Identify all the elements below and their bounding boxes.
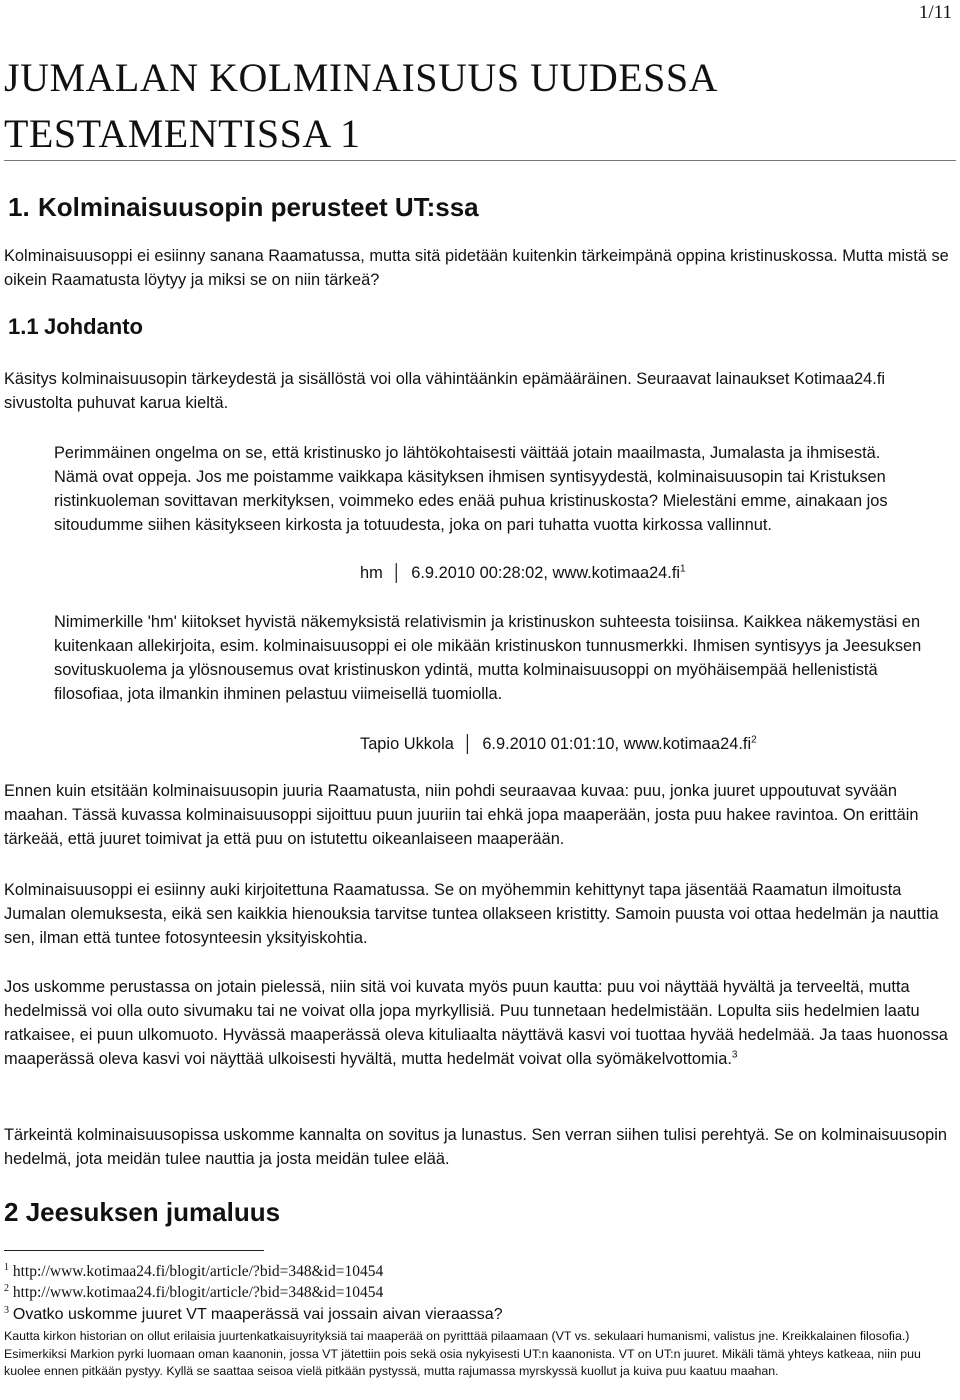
footnote-3-number: 3 xyxy=(4,1304,9,1316)
footnote-ref-3: 3 xyxy=(731,1049,738,1061)
quote-2-author: Tapio Ukkola xyxy=(360,735,454,753)
footnote-ref-2: 2 xyxy=(751,734,757,746)
section-1-paragraph: Kolminaisuusoppi ei esiinny sanana Raamatussa, mutta sitä pidetään kuitenkin tärkeimpänä oppina kristinuskossa. Mutta mistä se oikein Raamatusta löytyy ja miksi se on niin tärkeä? xyxy=(4,247,949,289)
paragraph-atonement: Tärkeintä kolminaisuusopissa uskomme kannalta on sovitus ja lunastus. Sen verran siihen tulisi perehtyä. Se on kolminaisuusopin hedelmä, jota meidän tulee nauttia ja josta meidän tulee elää. xyxy=(4,1126,947,1168)
title-divider xyxy=(4,160,956,161)
document-title: JUMALAN KOLMINAISUUS UUDESSA TESTAMENTISSA 1 xyxy=(4,55,716,156)
section-2-heading xyxy=(4,1197,280,1228)
footnote-1-number: 1 xyxy=(4,1261,9,1273)
intro-paragraph: Käsitys kolminaisuusopin tärkeydestä ja sisällöstä voi olla vähintäänkin epämääräinen. Seuraavat lainaukset Kotimaa24.fi sivustolta puhuvat karua kieltä. xyxy=(4,370,886,412)
section-1-number: 1. xyxy=(8,192,30,222)
footnote-1 xyxy=(4,1262,383,1282)
section-2-title: Jeesuksen jumaluus xyxy=(25,1197,281,1227)
quote-2-signature: Tapio Ukkola │ 6.9.2010 01:01:10, $www.kotimaa24.fi^2$ xyxy=(360,734,757,753)
quote-1-author: hm xyxy=(360,564,383,582)
footnote-divider xyxy=(4,1250,264,1251)
footnote-ref-1: 1 xyxy=(680,563,686,575)
paragraph-tree-image: Ennen kuin etsitään kolminaisuusopin juuria Raamatusta, niin pohdi seuraavaa kuvaa: puu, jonka juuret uppoutuvat syvään maahan. Tässä kuvassa kolminaisuusoppi sijoittuu puun juuriin tai ehkä jopa maaperään, josta puu hakee ravintoa. On erittäin tärkeää, että juuret toimivat ja että puu on istutettu oikeanlaiseen maaperään. xyxy=(4,782,919,848)
section-1-heading xyxy=(8,192,479,223)
footnote-3-title: Ovatko uskomme juuret VT maaperässä vai jossain aivan vieraassa? xyxy=(12,1306,503,1323)
quote-2-source: 6.9.2010 01:01:10, www.kotimaa24.fi xyxy=(482,735,752,753)
footnote-2-link[interactable]: http://www.kotimaa24.fi/blogit/article/?bid=348&id=10454 xyxy=(12,1284,384,1301)
section-1-1-heading xyxy=(8,314,143,340)
footnote-3 xyxy=(4,1305,503,1325)
paragraph-fruit xyxy=(4,975,949,1071)
section-1-title: Kolminaisuusopin perusteet UT:ssa xyxy=(38,192,479,222)
footnote-2 xyxy=(4,1283,383,1303)
section-1-1-title: Johdanto xyxy=(44,314,143,339)
footnote-2-number: 2 xyxy=(4,1282,9,1294)
section-1-1-number: 1.1 xyxy=(8,314,39,339)
quote-2-text: Nimimerkille 'hm' kiitokset hyvistä näkemyksistä relativismin ja kristinuskon suhteesta toisiinsa. Kaikkea näkemystäsi en kuitenkaan allekirjoita, esim. kolminaisuusoppi ei ole mikään kristinuskon tunnusmerkki. Ihmisen syntisyys ja Jeesuksen sovituskuolema ja ylösnousemus ovat kristinuskon ydintä, mutta kolminaisuusoppi on myöhäisempää hellenististä filosofiaa, jota ilmankin ihminen pelastuu viimeisellä tuomiolla. xyxy=(54,613,922,703)
paragraph-not-written: Kolminaisuusoppi ei esiinny auki kirjoitettuna Raamatussa. Se on myöhemmin kehittynyt tapa jäsentää Raamatun ilmoitusta Jumalan olemuksesta, eikä sen kaikkia hienouksia tarvitse tuntea ollakseen kristitty. Samoin puusta voi ottaa hedelmän ja nauttia sen, ilman että tuntee fotosynteesin yksityiskohtia. xyxy=(4,881,939,947)
paragraph-fruit-text: Jos uskomme perustassa on jotain pielessä, niin sitä voi kuvata myös puun kautta: puu voi näyttää hyvältä ja terveeltä, mutta hedelmissä voi olla outo sivumaku tai ne voivat olla jopa myrkyllisiä. Puu tunnetaan hedelmistään. Lopulta siis hedelmien laatu ratkaisee, ei puun ulkomuoto. Hyvässä maaperässä oleva kituliaalta näyttävä kasvi voi tuottaa hyvää hedelmää. Ja taas huonossa maaperässä oleva kasvi voi näyttää ulkoisesti hyvältä, mutta hedelmät voivat olla syömäkelvottomia. xyxy=(4,978,948,1068)
section-2-number: 2 xyxy=(4,1197,19,1227)
footnote-3-body: Kautta kirkon historian on ollut erilaisia juurtenkatkaisuyrityksiä tai maaperää on pyritttää pilaamaan (VT vs. sekulaari humanismi, valistus jne. Kreikkalainen filosofia.) Esimerkiksi Markion pyrki luomaan oman kaanonin, jossa VT jätettiin pois sekä osia nykyisesti UT:n kaanonista. VT on UT:n juuret. Mikäli tämä yhteys katkeaa, niin puu kuolee ennen pitkään pystyy. Kyllä se saattaa seisoa vielä pitkään pystyssä, mutta rajumassa myrskyssä kuollut ja kuiva puu kaatuu maahan. xyxy=(4,1329,921,1378)
quote-1-signature: hm │ 6.9.2010 00:28:02, $www.kotimaa24.fi^1$ xyxy=(360,563,686,582)
page-number: 1/11 xyxy=(918,2,952,23)
quote-1-source: 6.9.2010 00:28:02, www.kotimaa24.fi xyxy=(411,564,681,582)
quote-1-text: Perimmäinen ongelma on se, että kristinusko jo lähtökohtaisesti väittää jotain maailmasta, Jumalasta ja ihmisestä. Nämä ovat oppeja. Jos me poistamme vaikkapa käsityksen ihmisen syntisyydestä, kolminaisuusopin tai Kristuksen ristinkuoleman sovittavan merkityksen, voimmeko edes enää puhua kristinuskosta? Mielestäni emme, ainakaan jos sitoudumme siihen käsitykseen kirkosta ja totuudesta, joka on pari tuhatta vuotta kirkossa vallinnut. xyxy=(54,444,888,534)
footnote-1-link[interactable]: http://www.kotimaa24.fi/blogit/article/?bid=348&id=10454 xyxy=(12,1263,384,1280)
